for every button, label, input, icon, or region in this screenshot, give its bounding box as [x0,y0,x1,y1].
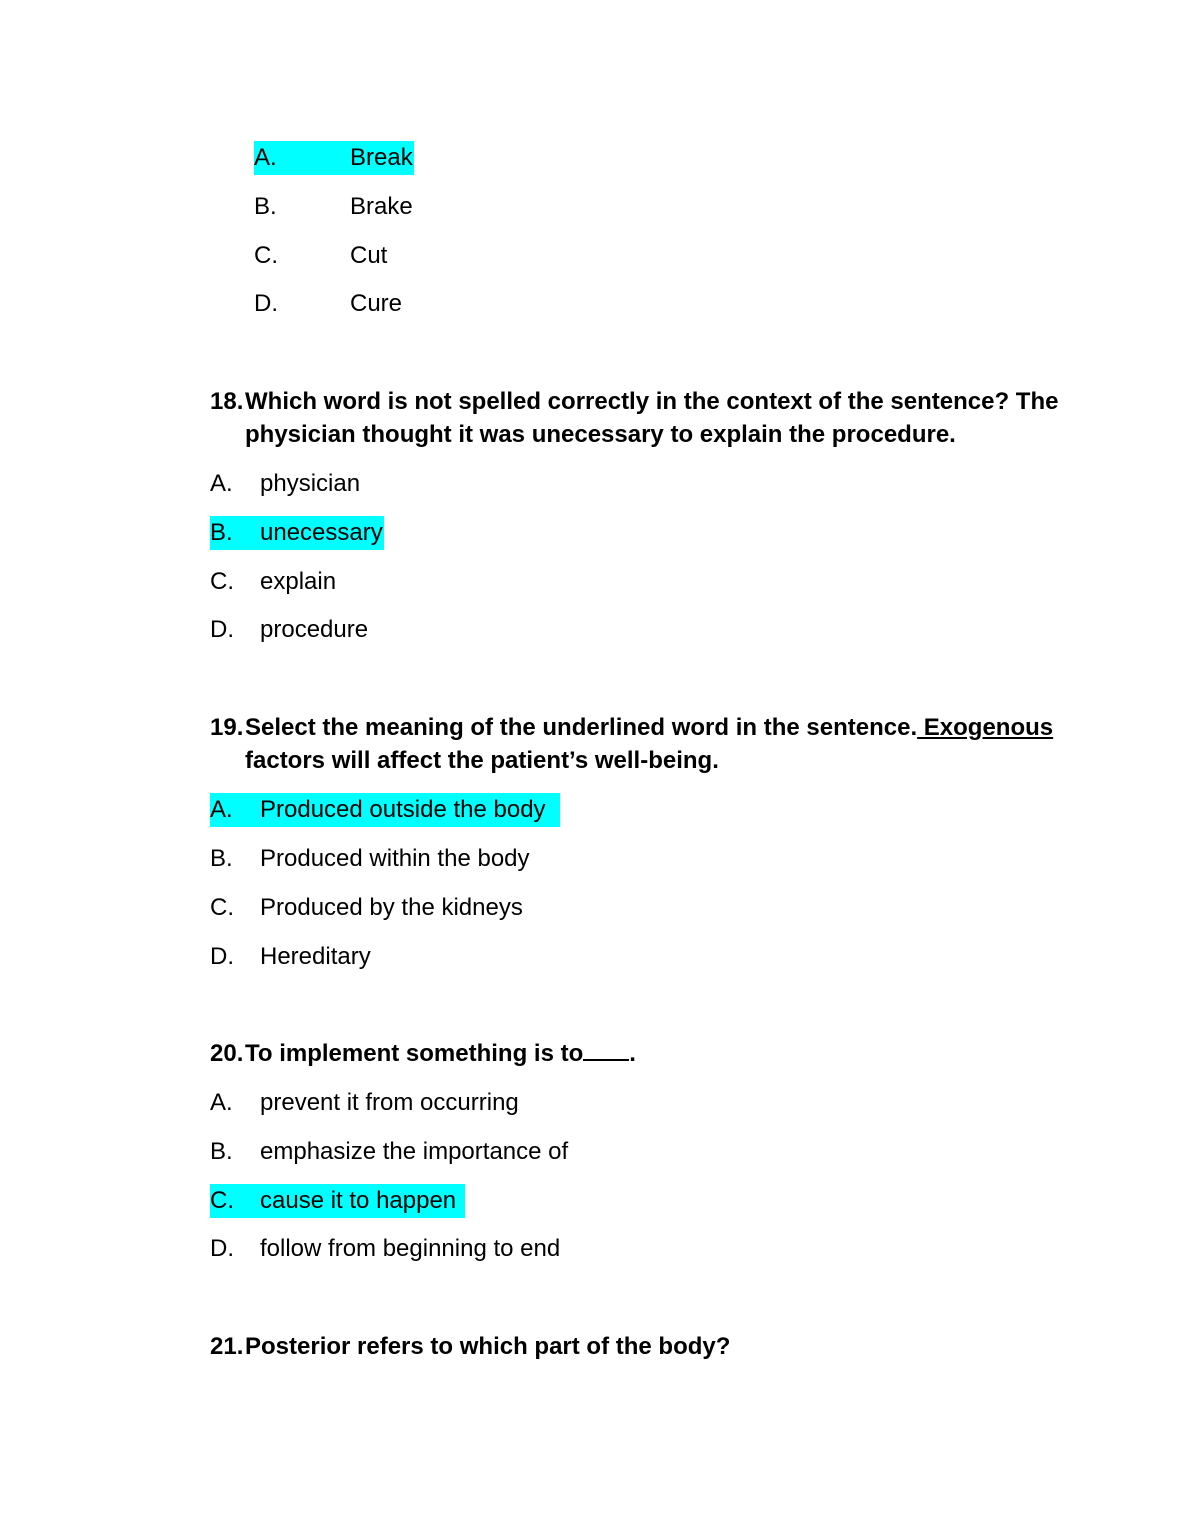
option-text: Hereditary [260,943,371,970]
question-text: Select the meaning of the underlined word in the sentence. [245,714,918,741]
question-text-line-1: Which word is not spelled correctly in the context of the sentence? The [245,388,1059,415]
option-text: Brake [350,193,413,220]
option-letter: A. [210,470,233,497]
option-text: unecessary [260,519,383,546]
question-text-end: . [629,1040,636,1067]
question-text: Posterior refers to which part of the body? [245,1333,731,1360]
q17-option-d[interactable] [254,287,424,321]
option-letter: C. [210,894,234,921]
question-text-line-1 [245,711,1070,744]
option-text: cause it to happen [260,1187,457,1214]
q19-option-d[interactable] [210,940,610,974]
option-text: prevent it from occurring [260,1089,519,1116]
option-letter: D. [254,290,278,317]
option-letter: B. [210,519,233,546]
q19-option-c[interactable] [210,891,610,925]
question-text-line-2: factors will affect the patient’s well-being. [245,747,719,774]
q20-option-a[interactable] [210,1086,630,1120]
option-text: Cure [350,290,403,317]
option-letter: A. [210,1089,233,1116]
q17-option-a[interactable] [254,141,414,175]
option-text: explain [260,568,337,595]
option-letter: D. [210,616,234,643]
q20-option-b[interactable] [210,1135,630,1169]
question-text [245,1037,1070,1070]
option-letter: A. [254,144,277,171]
q20-option-d[interactable] [210,1232,630,1266]
underlined-word: Exogenous [917,714,1054,741]
q20-option-c[interactable] [210,1184,465,1218]
q18-option-a[interactable] [210,467,510,501]
q17-option-b[interactable] [254,190,424,224]
question-20 [210,1037,1070,1070]
question-21 [210,1330,1070,1363]
option-text: Break [350,144,413,171]
option-text: Produced by the kidneys [260,894,523,921]
question-text-main: To implement something is to [245,1040,584,1067]
question-number: 20. [210,1040,244,1067]
option-letter: A. [210,796,233,823]
option-text: emphasize the importance of [260,1138,569,1165]
option-text: physician [260,470,361,497]
question-19 [210,711,1070,777]
option-letter: C. [210,1187,234,1214]
q18-option-c[interactable] [210,565,510,599]
option-letter: B. [210,1138,233,1165]
option-letter: C. [254,242,278,269]
option-text: Produced within the body [260,845,530,872]
question-number: 18. [210,388,244,415]
option-letter: B. [210,845,233,872]
q19-option-b[interactable] [210,842,610,876]
q18-option-b[interactable] [210,516,384,550]
option-text: Produced outside the body [260,796,546,823]
answer-blank [583,1037,629,1061]
option-letter: D. [210,1235,234,1262]
question-18 [210,385,1070,451]
question-text-line-2: physician thought it was unecessary to explain the procedure. [245,421,956,448]
question-number: 21. [210,1333,244,1360]
option-letter: B. [254,193,277,220]
q19-option-a[interactable] [210,793,560,827]
q17-option-c[interactable] [254,239,424,273]
q18-option-d[interactable] [210,613,510,647]
option-letter: D. [210,943,234,970]
option-text: procedure [260,616,369,643]
option-text: Cut [350,242,388,269]
option-letter: C. [210,568,234,595]
option-text: follow from beginning to end [260,1235,561,1262]
question-number: 19. [210,714,244,741]
